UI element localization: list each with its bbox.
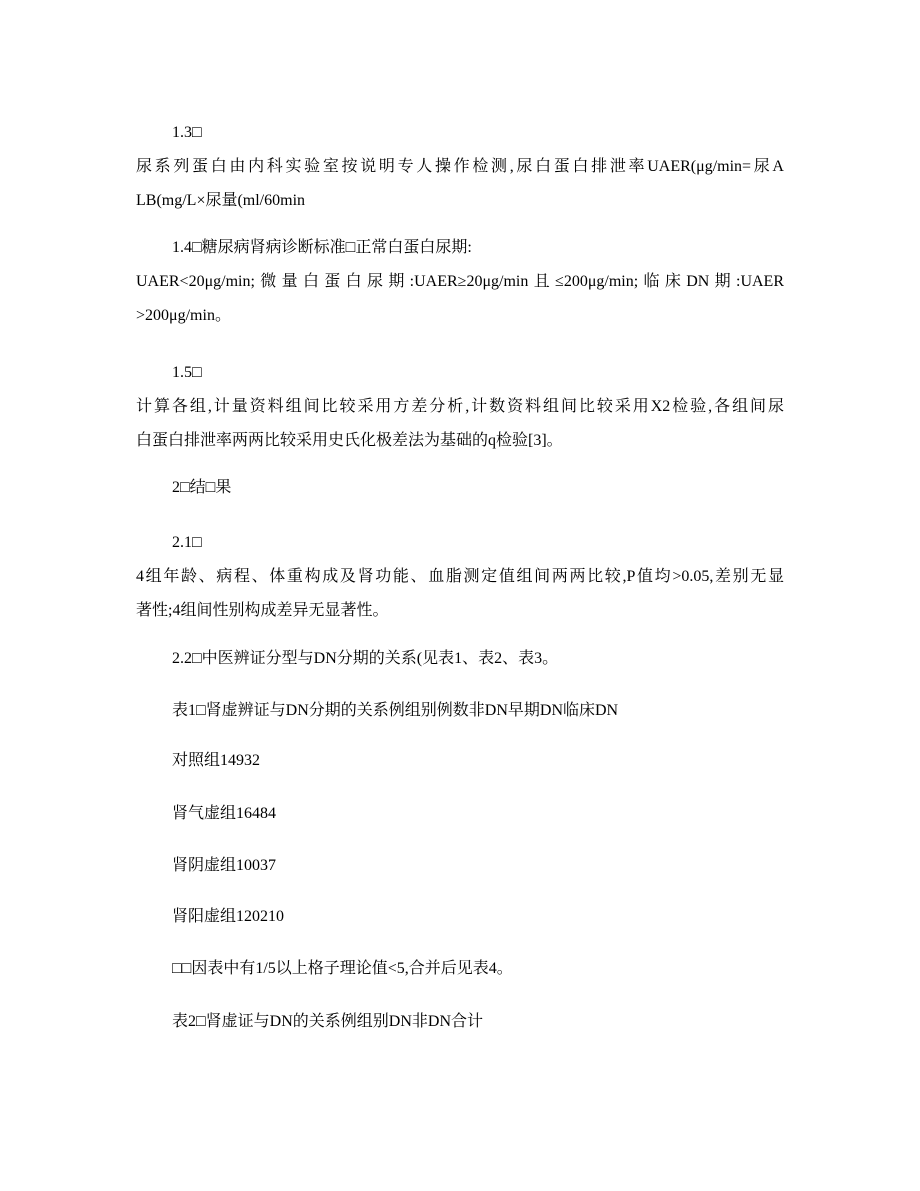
section-2-2	[136, 642, 784, 676]
note-text: □□因表中有1/5以上格子理论值<5,合并后见表4。	[172, 960, 513, 977]
section-2	[136, 471, 784, 505]
table-row-text: 对照组14932	[172, 752, 261, 769]
table-caption: 表1□肾虚辨证与DN分期的关系例组别例数非DN早期DN临床DN	[172, 702, 619, 719]
paragraph-line: LB(mg/L×尿量(ml/60min	[136, 192, 306, 209]
table-row-text: 肾阳虚组120210	[172, 908, 285, 925]
paragraph-line: 2.2□中医辨证分型与DN分期的关系(见表1、表2、表3。	[172, 650, 559, 667]
paragraph-line: 著性;4组间性别构成差异无显著性。	[136, 602, 389, 619]
table-caption: 表2□肾虚证与DN的关系例组别DN非DN合计	[172, 1013, 483, 1030]
section-1-4	[136, 231, 784, 333]
section-heading: 1.5□	[172, 364, 202, 381]
paragraph-line: 4组年龄、病程、体重构成及肾功能、血脂测定值组间两两比较,P值均>0.05,差别无显	[136, 568, 784, 585]
table-row-text: 肾阴虚组10037	[172, 857, 277, 874]
section-2-1	[136, 526, 784, 628]
paragraph-line: 计算各组,计量资料组间比较采用方差分析,计数资料组间比较采用X2检验,各组间尿	[136, 398, 784, 415]
table-1-row	[136, 797, 784, 831]
table-1-caption	[136, 694, 784, 728]
table-2-caption	[136, 1005, 784, 1039]
paragraph-line: 尿系列蛋白由内科实验室按说明专人操作检测,尿白蛋白排泄率UAER(μg/min=尿A	[136, 158, 784, 175]
paragraph-line: >200μg/min。	[136, 307, 231, 324]
paragraph-line: 白蛋白排泄率两两比较采用史氏化极差法为基础的q检验[3]。	[136, 432, 563, 449]
table-1-row	[136, 744, 784, 778]
table-note	[136, 952, 784, 986]
section-heading: 2.1□	[172, 534, 202, 551]
paragraph-line: UAER<20μg/min;微量白蛋白尿期:UAER≥20μg/min且≤200μg/min;临床DN期:UAER	[136, 273, 784, 290]
table-1-row	[136, 849, 784, 883]
section-1-5	[136, 356, 784, 458]
table-row-text: 肾气虚组16484	[172, 805, 277, 822]
section-heading: 2□结□果	[172, 479, 232, 496]
section-1-3	[136, 116, 784, 218]
table-1-row	[136, 900, 784, 934]
section-heading: 1.4□糖尿病肾病诊断标准□正常白蛋白尿期:	[172, 239, 472, 256]
section-heading: 1.3□	[172, 124, 202, 141]
